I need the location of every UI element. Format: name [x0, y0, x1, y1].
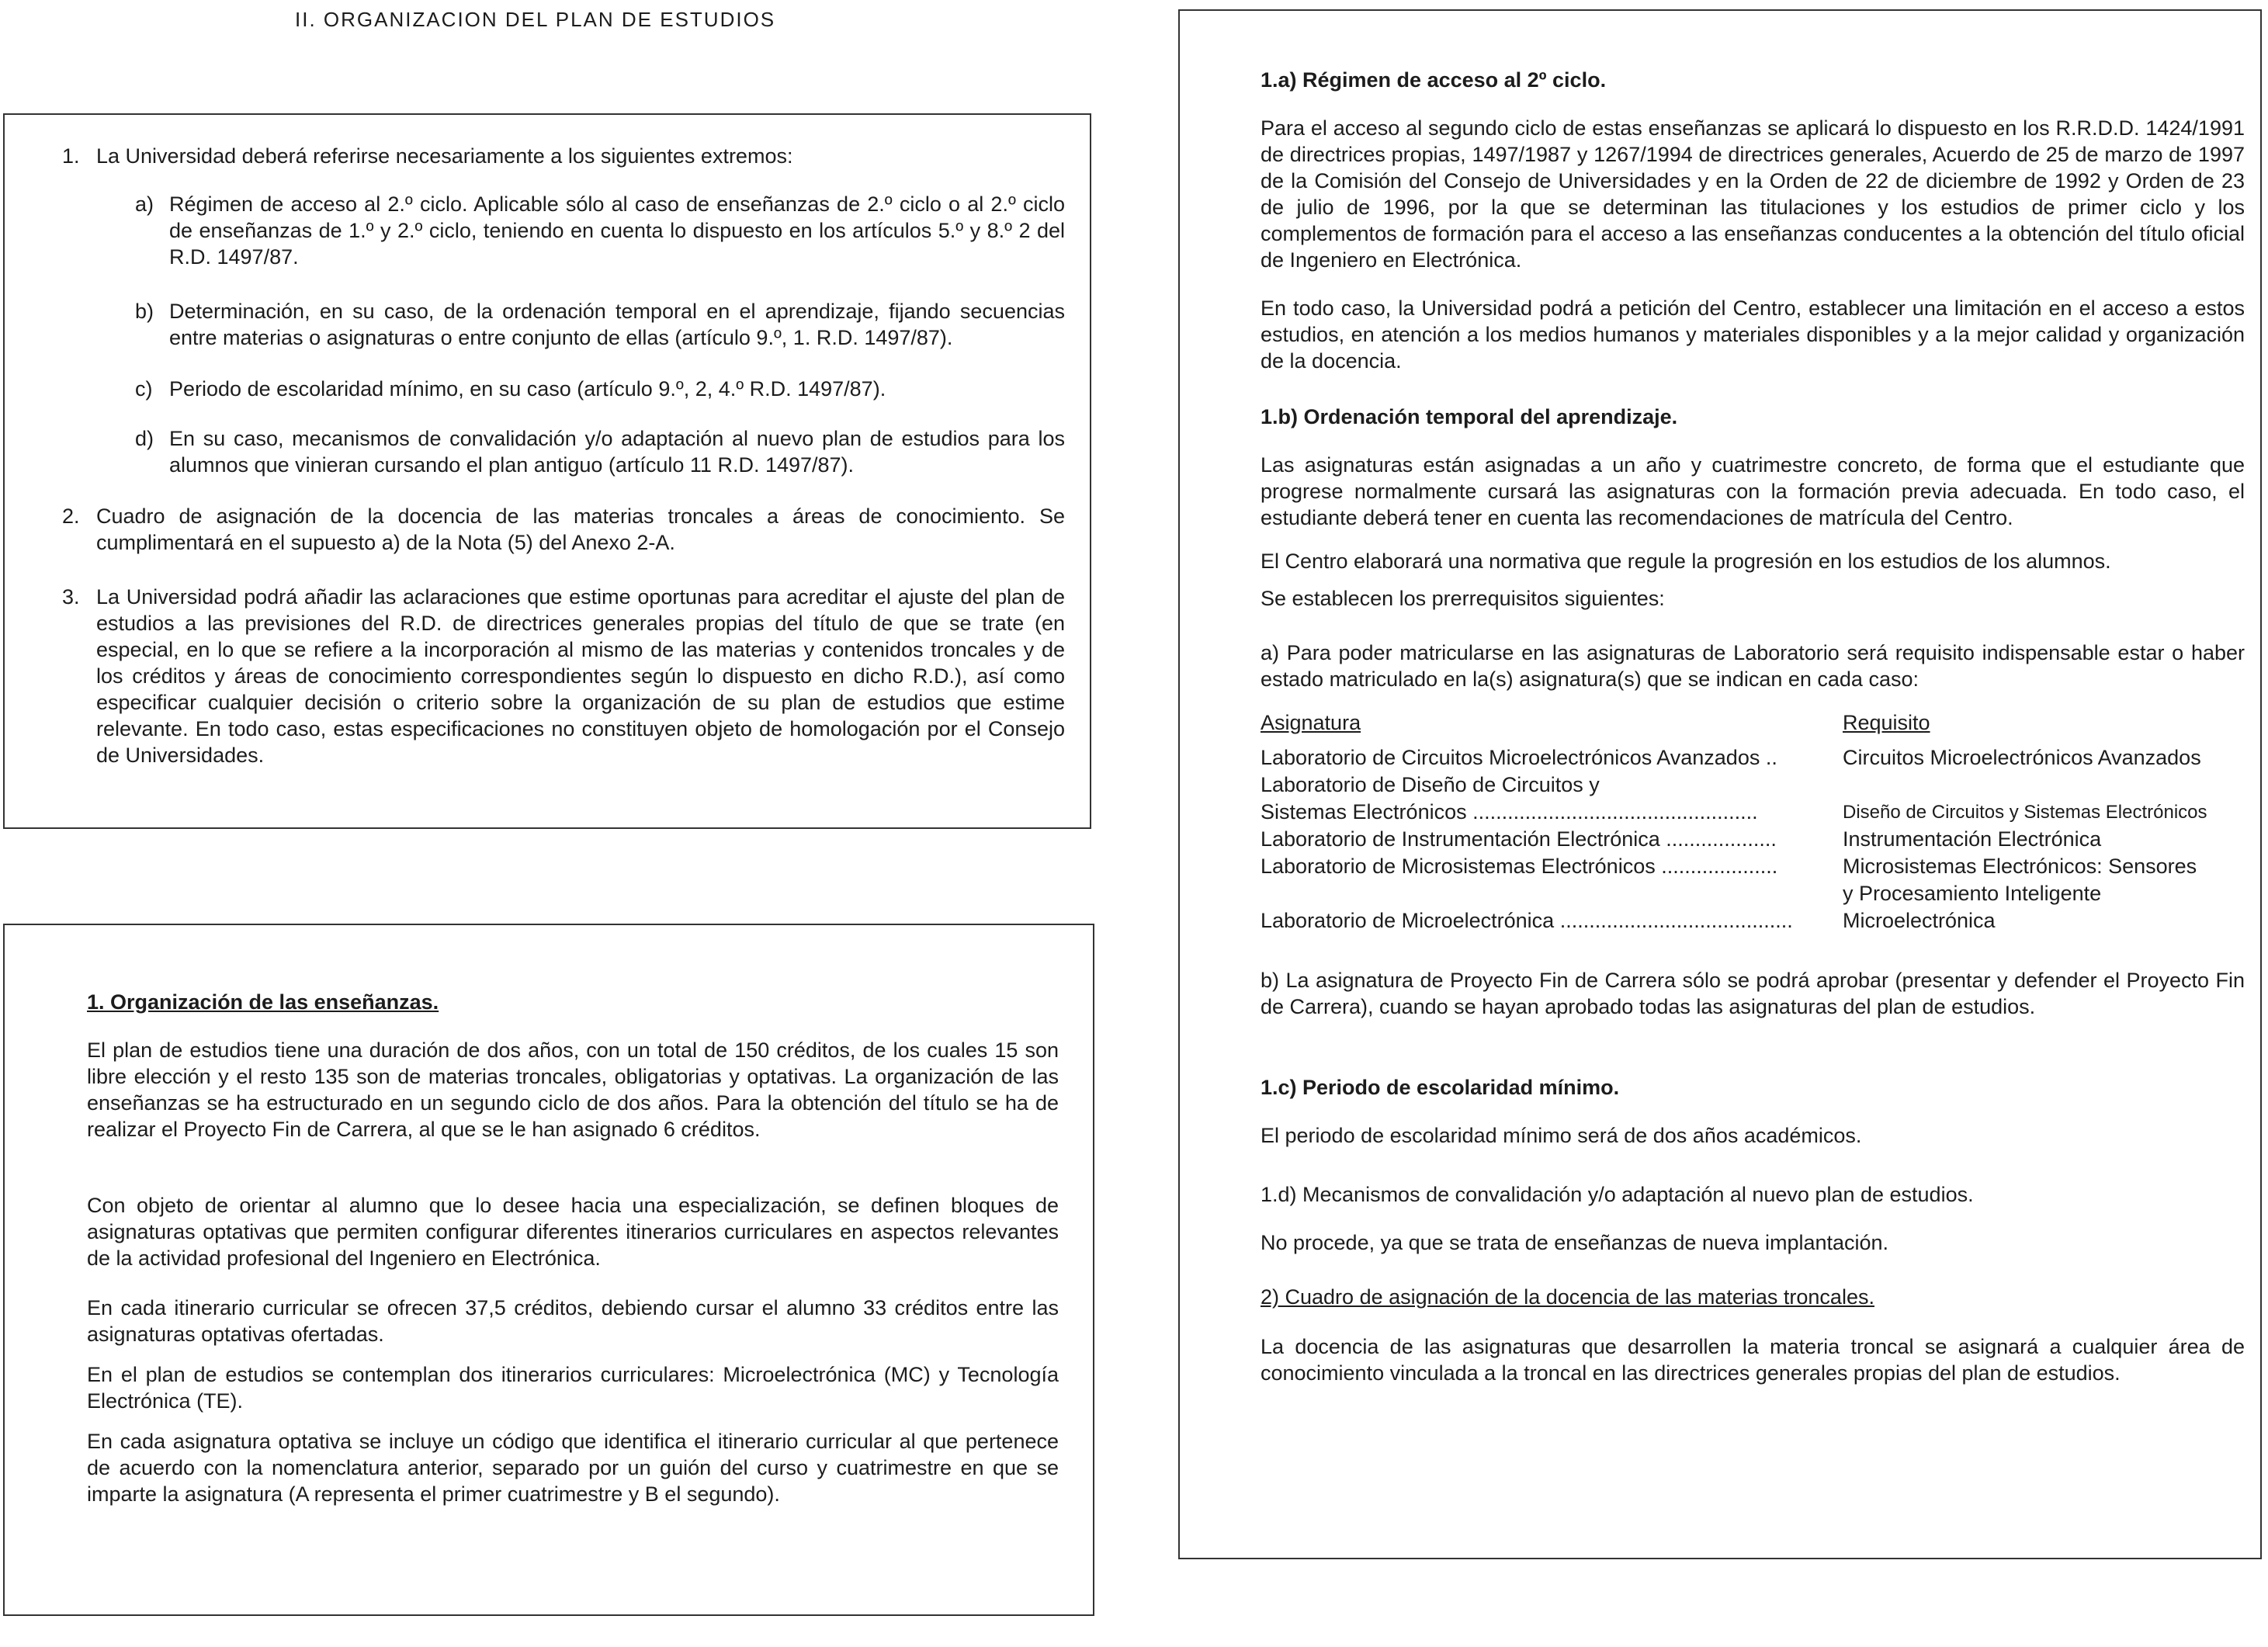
- table-cell-asignatura: Laboratorio de Circuitos Microelectrónicos Avanzados ..: [1261, 746, 1777, 769]
- instruction-item-3: [62, 584, 1065, 768]
- table-cell-requisito: Microelectrónica: [1843, 909, 1996, 932]
- organizacion-paragraph-5: En cada asignatura optativa se incluye un código que identifica el itinerario curricular al que pertenece de acuerdo con la nomenclatura anterior, separado por un guión del curso y cuatrimestre en que se imparte la asignatura (A representa el primer cuatrimestre y B el segundo).: [87, 1430, 1059, 1506]
- subitem-letter: d): [135, 427, 154, 450]
- table-cell-asignatura: Sistemas Electrónicos .................................................: [1261, 800, 1758, 824]
- section-1a-paragraph-2: En todo caso, la Universidad podrá a petición del Centro, establecer una limitación en el acceso a estos estudios, en atención a los medios humanos y materiales disponibles y a la mejor calidad y organización de la docencia.: [1261, 296, 2245, 373]
- instruction-number: 1.: [62, 144, 80, 168]
- subitem-text: Periodo de escolaridad mínimo, en su caso (artículo 9.º, 2, 4.º R.D. 1497/87).: [169, 377, 886, 400]
- table-cell-requisito: y Procesamiento Inteligente: [1843, 882, 2102, 905]
- table-row: [1261, 880, 2245, 907]
- table-cell-asignatura: Laboratorio de Instrumentación Electrónica ...................: [1261, 827, 1777, 851]
- subitem-letter: b): [135, 300, 154, 323]
- instruction-item-2: [62, 503, 1065, 556]
- section-1b-paragraph-5: b) La asignatura de Proyecto Fin de Carrera sólo se podrá aprobar (presentar y defender el Proyecto Fin de Carrera), cuando se hayan aprobado todas las asignaturas del plan de estudios.: [1261, 969, 2245, 1018]
- table-row: [1261, 826, 2245, 853]
- table-row: [1261, 744, 2245, 771]
- instruction-item-1: [62, 143, 1065, 169]
- section-1a-heading: 1.a) Régimen de acceso al 2º ciclo.: [1261, 68, 1607, 92]
- content-box: [1178, 9, 2262, 1559]
- subitem-letter: a): [135, 192, 154, 216]
- instruction-text: La Universidad deberá referirse necesariamente a los siguientes extremos:: [96, 144, 793, 168]
- section-1b-paragraph-3: Se establecen los prerrequisitos siguientes:: [1261, 587, 1665, 610]
- instruction-text: Cuadro de asignación de la docencia de las materias troncales a áreas de conocimiento. Se cumplimentará en el supuesto a) de la Nota (5) del Anexo 2-A.: [96, 505, 1065, 554]
- table-row: [1261, 907, 2245, 934]
- table-cell-requisito: Microsistemas Electrónicos: Sensores: [1843, 855, 2197, 878]
- organizacion-paragraph-2: Con objeto de orientar al alumno que lo desee hacia una especialización, se definen bloques de asignaturas optativas que permiten configurar diferentes itinerarios curriculares en aspectos relevantes de la actividad profesional del Ingeniero en Electrónica.: [87, 1194, 1059, 1270]
- instruction-subitem-b: [135, 298, 1065, 351]
- table-cell-asignatura: Laboratorio de Microsistemas Electrónicos ....................: [1261, 855, 1778, 878]
- table-cell-asignatura: Laboratorio de Microelectrónica ........................................: [1261, 909, 1793, 932]
- section-1b-heading: 1.b) Ordenación temporal del aprendizaje.: [1261, 405, 1678, 428]
- organizacion-paragraph-4: En el plan de estudios se contemplan dos itinerarios curriculares: Microelectrónica (MC) y Tecnología Electrónica (TE).: [87, 1363, 1059, 1413]
- column-header-requisito: Requisito: [1843, 711, 1930, 734]
- table-cell-requisito: Circuitos Microelectrónicos Avanzados: [1843, 746, 2201, 769]
- section-1b-paragraph-4: a) Para poder matricularse en las asignaturas de Laboratorio será requisito indispensable estar o haber estado matriculado en la(s) asignatura(s) que se indican en cada caso:: [1261, 641, 2245, 691]
- prerequisites-table: [1261, 709, 2245, 934]
- instruction-subitem-d: [135, 425, 1065, 478]
- instruction-subitem-c: [135, 376, 1065, 402]
- instruction-subitem-a: [135, 191, 1065, 270]
- subitem-text: Determinación, en su caso, de la ordenación temporal en el aprendizaje, fijando secuencias entre materias o asignaturas o entre conjunto de ellas (artículo 9.º, 1. R.D. 1497/87).: [169, 300, 1065, 349]
- instruction-number: 2.: [62, 505, 80, 528]
- instructions-box: [3, 113, 1091, 829]
- instruction-text: La Universidad podrá añadir las aclaraciones que estime oportunas para acreditar el ajuste del plan de estudios a las previsiones del R.D. de directrices generales propias del título de que se trate (en especial, en lo que se refiere a la incorporación al mismo de las materias y contenidos troncales y de los créditos y áreas de conocimiento correspondientes según lo dispuesto en dicho R.D.), así como especificar cualquier decisión o criterio sobre la organización de su plan de estudios que estime relevante. En todo caso, estas especificaciones no constituyen objeto de homologación por el Consejo de Universidades.: [96, 585, 1065, 767]
- column-header-asignatura: Asignatura: [1261, 711, 1361, 734]
- page-header: II. ORGANIZACION DEL PLAN DE ESTUDIOS: [295, 8, 776, 31]
- subitem-letter: c): [135, 377, 153, 400]
- table-cell-requisito: Diseño de Circuitos y Sistemas Electrónicos: [1843, 802, 2207, 823]
- subitem-text: Régimen de acceso al 2.º ciclo. Aplicable sólo al caso de enseñanzas de 2.º ciclo o al 2.º ciclo de enseñanzas de 1.º y 2.º ciclo, teniendo en cuenta lo dispuesto en los artículos 5.º y 8.º 2 del R.D. 1497/87.: [169, 192, 1065, 269]
- section-1a-paragraph-1: Para el acceso al segundo ciclo de estas enseñanzas se aplicará lo dispuesto en los R.R.D.D. 1424/1991 de directrices propias, 1497/1987 y 1267/1994 de directrices generales, Acuerdo de 25 de marzo de 1997 de la Comisión del Consejo de Universidades y en la Orden de 22 de diciembre de 1992 y Orden de 23 de julio de 1996, por la que se determinan las titulaciones y los estudios de primer ciclo y los complementos de formación para el acceso a las enseñanzas conducentes a la obtención del título oficial de Ingeniero en Electrónica.: [1261, 116, 2245, 272]
- section-1b-paragraph-1: Las asignaturas están asignadas a un año y cuatrimestre concreto, de forma que el estudiante que progrese normalmente cursará las asignaturas con la formación previa adecuada. En todo caso, el estudiante deberá tener en cuenta las recomendaciones de matrícula del Centro.: [1261, 453, 2245, 529]
- organizacion-heading: 1. Organización de las enseñanzas.: [87, 990, 439, 1014]
- section-1c-paragraph-1: El periodo de escolaridad mínimo será de dos años académicos.: [1261, 1124, 1862, 1147]
- organizacion-paragraph-1: El plan de estudios tiene una duración de dos años, con un total de 150 créditos, de los cuales 15 son libre elección y el resto 135 son de materias troncales, obligatorias y optativas. La organización de las enseñanzas se ha estructurado en un segundo ciclo de dos años. Para la obtención del título se ha de realizar el Proyecto Fin de Carrera, al que se le han asignado 6 créditos.: [87, 1038, 1059, 1141]
- table-cell-asignatura: Laboratorio de Diseño de Circuitos y: [1261, 773, 1600, 796]
- table-row: [1261, 799, 2245, 826]
- prerequisites-table-header: [1261, 709, 2245, 737]
- organizacion-paragraph-3: En cada itinerario curricular se ofrecen 37,5 créditos, debiendo cursar el alumno 33 créditos entre las asignaturas optativas ofertadas.: [87, 1296, 1059, 1346]
- section-2-paragraph-1: La docencia de las asignaturas que desarrollen la materia troncal se asignará a cualquier área de conocimiento vinculada a la troncal en las directrices generales propias del plan de estudios.: [1261, 1335, 2245, 1385]
- table-row: [1261, 853, 2245, 880]
- subitem-text: En su caso, mecanismos de convalidación y/o adaptación al nuevo plan de estudios para los alumnos que vinieran cursando el plan antiguo (artículo 11 R.D. 1497/87).: [169, 427, 1065, 477]
- table-row: [1261, 771, 2245, 799]
- table-cell-requisito: Instrumentación Electrónica: [1843, 827, 2102, 851]
- table-cell-asignatura: [1261, 880, 1843, 907]
- section-1b-paragraph-2: El Centro elaborará una normativa que regule la progresión en los estudios de los alumnos.: [1261, 550, 2111, 573]
- section-2-heading: 2) Cuadro de asignación de la docencia de las materias troncales.: [1261, 1285, 1874, 1309]
- section-1c-heading: 1.c) Periodo de escolaridad mínimo.: [1261, 1076, 1620, 1099]
- organizacion-box: [3, 924, 1094, 1616]
- instruction-number: 3.: [62, 585, 80, 609]
- section-1d-paragraph-1: No procede, ya que se trata de enseñanzas de nueva implantación.: [1261, 1231, 1889, 1254]
- section-1d-heading: 1.d) Mecanismos de convalidación y/o adaptación al nuevo plan de estudios.: [1261, 1183, 1974, 1206]
- table-cell-requisito: [1843, 771, 2245, 799]
